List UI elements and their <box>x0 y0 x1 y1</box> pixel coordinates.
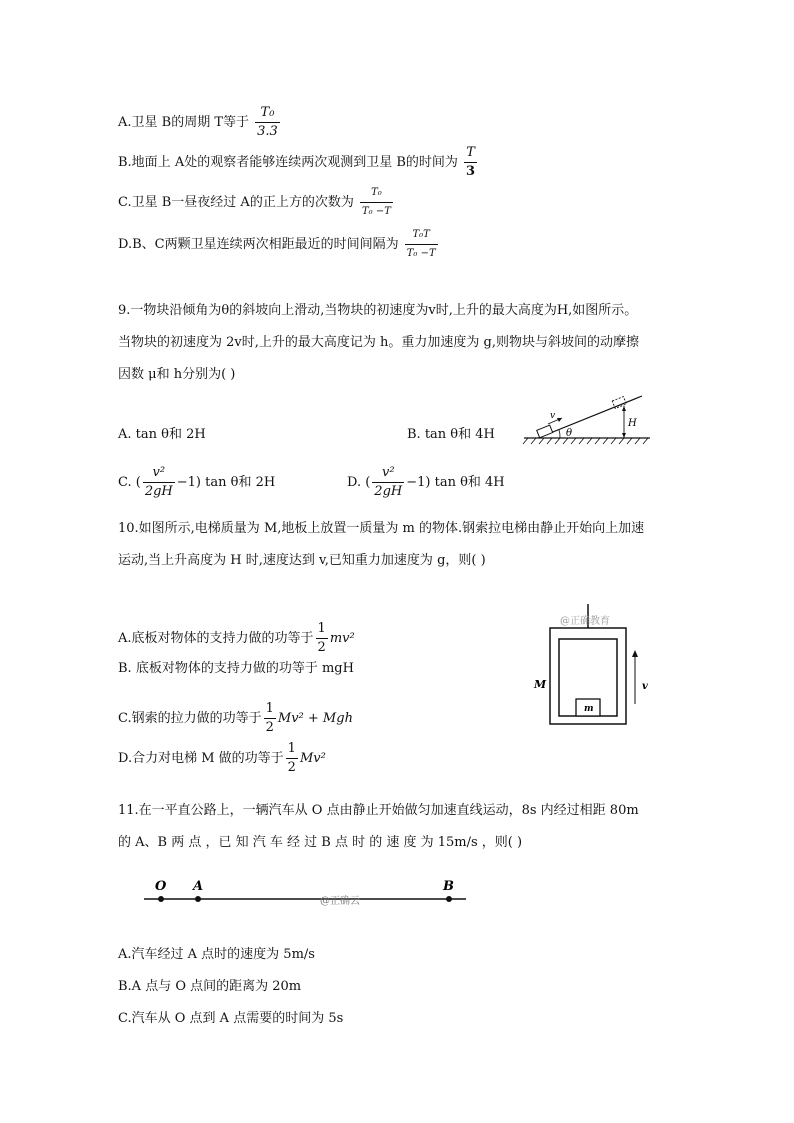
q10-stem-line2: 运动,当上升高度为 H 时,速度达到 v,已知重力加速度为 g，则( ) <box>118 553 486 568</box>
q10-elevator-figure <box>528 604 668 728</box>
q10-option-d-fraction <box>286 740 298 777</box>
q8-option-d-numerator: T₀T <box>405 226 438 245</box>
q8-option-c-text: C.卫星 B一昼夜经过 A的正上方的次数为 <box>118 195 354 210</box>
q9-option-c-numerator: v² <box>143 464 175 483</box>
q9-option-d-prefix: D. ( <box>347 475 371 490</box>
q8-option-b-text: B.地面上 A处的观察者能够连续两次观测到卫星 B的时间为 <box>118 155 458 170</box>
q10-option-a-expression: mv² <box>329 631 355 646</box>
label-b: B <box>443 879 454 894</box>
q10-option-a-numerator: 1 <box>316 620 328 639</box>
q8-option-a-text: A.卫星 B的周期 T等于 <box>118 115 250 130</box>
height-arrow-bottom <box>622 433 626 438</box>
ground-hatching <box>523 438 648 444</box>
q9-option-d <box>347 464 505 501</box>
q10-option-a-denominator: 2 <box>317 640 326 655</box>
q8-option-b-numerator: T <box>464 144 477 163</box>
q10-option-a-fraction <box>316 620 328 657</box>
label-big-m: M <box>534 678 547 691</box>
q11-stem-line2: 的 A、B 两 点 ，已 知 汽 车 经 过 B 点 时 的 速 度 为 15m/s ，则( ) <box>118 835 523 850</box>
label-v: v <box>550 411 556 421</box>
q10-stem-line1: 10.如图所示,电梯质量为 M,地板上放置一质量为 m 的物体.钢索拉电梯由静止开始向上加速 <box>118 521 645 536</box>
q9-option-d-numerator: v² <box>372 464 404 483</box>
q8-option-a-denominator: 3.3 <box>257 124 278 139</box>
label-o: O <box>155 879 167 894</box>
q9-stem-line1: 9.一物块沿倾角为θ的斜坡向上滑动,当物块的初速度为v时,上升的最大高度为H,如图所示。 <box>118 303 638 318</box>
velocity-arrow-head <box>632 650 638 657</box>
q8-option-d-text: D.B、C两颗卫星连续两次相距最近的时间间隔为 <box>118 237 399 252</box>
q8-option-c <box>118 184 395 221</box>
theta-arc <box>559 430 560 438</box>
q10-option-d-numerator: 1 <box>286 740 298 759</box>
q11-option-a: A.汽车经过 A 点时的速度为 5m/s <box>118 947 315 962</box>
q8-option-b <box>118 144 479 181</box>
q9-option-a: A. tan θ和 2H <box>118 427 206 442</box>
q9-option-c <box>118 464 275 501</box>
q9-option-b: B. tan θ和 4H <box>407 427 495 442</box>
q9-stem-line2: 当物块的初速度为 2v时,上升的最大高度记为 h。重力加速度为 g,则物块与斜坡间的动摩擦 <box>118 335 639 350</box>
q9-option-c-prefix: C. ( <box>118 475 141 490</box>
watermark: @正确云 <box>320 896 360 907</box>
q9-option-d-fraction <box>372 464 404 501</box>
q9-option-d-suffix: −1) tan θ和 4H <box>406 475 505 490</box>
q8-option-b-denominator: 3 <box>466 164 476 179</box>
q10-option-d <box>118 740 326 777</box>
block <box>537 425 553 438</box>
q11-option-c: C.汽车从 O 点到 A 点需要的时间为 5s <box>118 1011 344 1026</box>
q10-option-d-expression: Mv² <box>299 751 326 766</box>
q11-stem-line1: 11.在一平直公路上，一辆汽车从 O 点由静止开始做匀加速直线运动，8s 内经过相距 80m <box>118 803 639 818</box>
q9-option-d-denominator: 2gH <box>374 484 403 499</box>
label-h: H <box>628 418 637 429</box>
q8-option-a <box>118 104 282 141</box>
point-b <box>446 896 452 902</box>
q9-slope-figure <box>518 388 658 448</box>
height-arrow-top <box>622 406 626 411</box>
label-m: m <box>584 704 594 714</box>
q8-option-c-fraction <box>360 184 393 221</box>
point-o <box>158 896 164 902</box>
q11-option-b: B.A 点与 O 点间的距离为 20m <box>118 979 302 994</box>
q9-stem-line3: 因数 μ和 h分别为( ) <box>118 367 236 382</box>
q8-option-d-fraction <box>405 226 438 263</box>
q11-road-figure <box>140 872 480 912</box>
q8-option-a-numerator: T₀ <box>255 104 280 123</box>
watermark: @正确教育 <box>560 616 610 627</box>
q10-option-a <box>118 620 355 657</box>
q9-option-c-denominator: 2gH <box>144 484 173 499</box>
q10-option-d-text: D.合力对电梯 M 做的功等于 <box>118 751 284 766</box>
q8-option-c-denominator: T₀ −T <box>361 206 391 217</box>
q10-option-b: B. 底板对物体的支持力做的功等于 mgH <box>118 661 354 676</box>
q8-option-c-numerator: T₀ <box>360 184 393 203</box>
q9-option-c-fraction <box>143 464 175 501</box>
q10-option-a-text: A.底板对物体的支持力做的功等于 <box>118 631 314 646</box>
q9-option-c-suffix: −1) tan θ和 2H <box>176 475 276 490</box>
label-a: A <box>193 879 204 894</box>
q8-option-a-fraction <box>255 104 280 141</box>
q10-option-c <box>118 700 353 737</box>
point-a <box>195 896 201 902</box>
q8-option-d-denominator: T₀ −T <box>406 248 436 259</box>
label-v: v <box>642 681 648 692</box>
label-theta: θ <box>566 428 573 439</box>
q8-option-d <box>118 226 440 263</box>
q10-option-d-denominator: 2 <box>287 760 296 775</box>
q10-option-c-expression: Mv² + Mgh <box>277 711 353 726</box>
q10-option-c-denominator: 2 <box>265 720 274 735</box>
q10-option-c-numerator: 1 <box>264 700 276 719</box>
q10-option-c-fraction <box>264 700 276 737</box>
q8-option-b-fraction <box>464 144 477 181</box>
q10-option-c-text: C.钢索的拉力做的功等于 <box>118 711 262 726</box>
